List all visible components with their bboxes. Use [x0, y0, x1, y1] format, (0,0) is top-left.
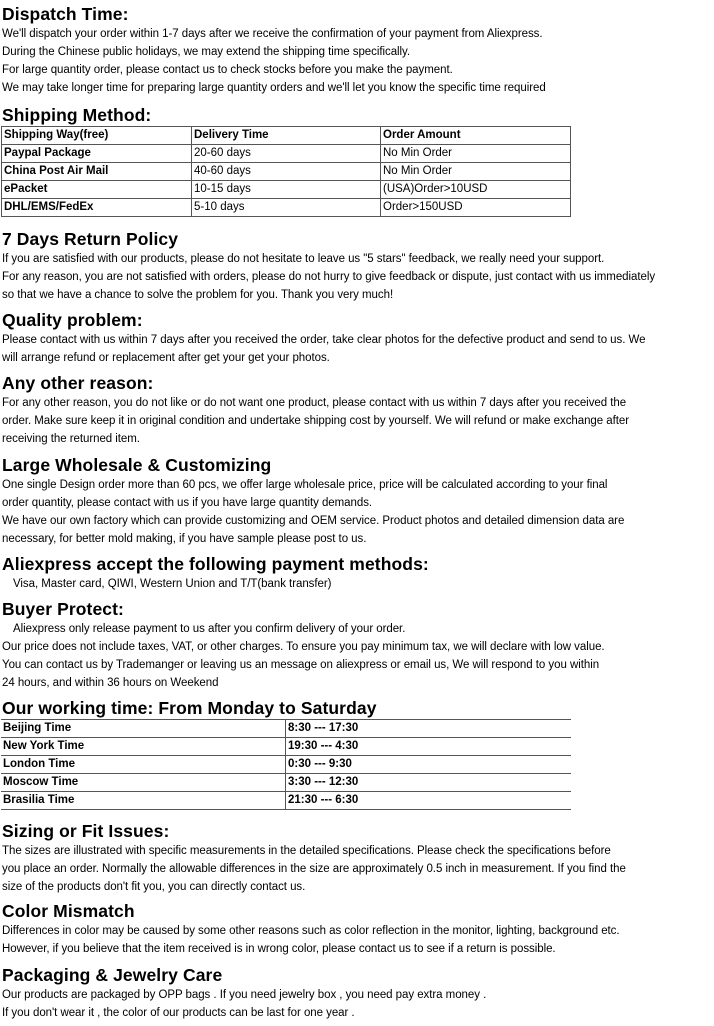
shipping-title: Shipping Method: — [2, 105, 152, 125]
table-cell: 21:30 --- 6:30 — [286, 792, 572, 810]
table-cell: London Time — [1, 756, 286, 774]
table-cell: 20-60 days — [192, 145, 381, 163]
table-row — [1, 774, 571, 792]
table-row — [1, 720, 571, 738]
dispatch-line: We'll dispatch your order within 1-7 days after we receive the confirmation of your payment from Aliexpress. — [2, 28, 543, 40]
table-cell: (USA)Order>10USD — [381, 181, 571, 199]
wholesale-title: Large Wholesale & Customizing — [2, 455, 272, 475]
color-line: However, if you believe that the item received is in wrong color, please contact us to see if a return is possible. — [2, 943, 556, 955]
sizing-line: size of the products don't fit you, you can directly contact us. — [2, 881, 306, 893]
return-policy-title: 7 Days Return Policy — [2, 229, 179, 249]
table-cell: Moscow Time — [1, 774, 286, 792]
table-cell: Beijing Time — [1, 720, 286, 738]
shipping-table — [1, 126, 571, 217]
wholesale-line: One single Design order more than 60 pcs, we offer large wholesale price, price will be calculated according to your final — [2, 479, 608, 491]
wholesale-line: necessary, for better mold making, if you have sample please post to us. — [2, 533, 367, 545]
working-time-section — [0, 697, 714, 810]
payment-line: Visa, Master card, QIWI, Western Union and T/T(bank transfer) — [13, 578, 332, 590]
table-cell: No Min Order — [381, 163, 571, 181]
wholesale-line: order quantity, please contact with us if you have large quantity demands. — [2, 497, 373, 509]
quality-line: Please contact with us within 7 days after you received the order, take clear photos for the defective product and send to us. We — [2, 334, 646, 346]
dispatch-title: Dispatch Time: — [2, 4, 129, 24]
table-header-cell: Order Amount — [381, 127, 571, 145]
packaging-title: Packaging & Jewelry Care — [2, 965, 223, 985]
wholesale-section — [0, 454, 714, 548]
table-cell: 10-15 days — [192, 181, 381, 199]
sizing-line: you place an order. Normally the allowable differences in the size are approximately 0.5 inch in measurement. If you find the — [2, 863, 626, 875]
packaging-line: Our products are packaged by OPP bags . If you need jewelry box , you need pay extra money . — [2, 989, 487, 1001]
working-time-title: Our working time: From Monday to Saturday — [2, 698, 377, 718]
table-cell: ePacket — [2, 181, 192, 199]
table-cell: Brasilia Time — [1, 792, 286, 810]
table-row — [2, 163, 571, 181]
buyer-protect-line: Our price does not include taxes, VAT, or other charges. To ensure you pay minimum tax, we will declare with low value. — [2, 641, 605, 653]
sizing-line: The sizes are illustrated with specific measurements in the detailed specifications. Please check the specifications before — [2, 845, 611, 857]
table-cell: DHL/EMS/FedEx — [2, 199, 192, 217]
table-header-cell: Shipping Way(free) — [2, 127, 192, 145]
working-time-table — [1, 719, 571, 810]
table-row — [2, 199, 571, 217]
sizing-title: Sizing or Fit Issues: — [2, 821, 170, 841]
buyer-protect-section — [0, 598, 714, 692]
return-policy-section — [0, 228, 714, 304]
table-row — [1, 792, 571, 810]
color-section — [0, 900, 714, 958]
table-row — [2, 181, 571, 199]
sizing-section — [0, 820, 714, 896]
quality-line: will arrange refund or replacement after get your get your photos. — [2, 352, 330, 364]
quality-section — [0, 309, 714, 367]
buyer-protect-title: Buyer Protect: — [2, 599, 124, 619]
table-cell: China Post Air Mail — [2, 163, 192, 181]
color-title: Color Mismatch — [2, 901, 135, 921]
table-cell: 19:30 --- 4:30 — [286, 738, 572, 756]
shipping-section — [0, 104, 714, 217]
table-cell: New York Time — [1, 738, 286, 756]
other-reason-line: receiving the returned item. — [2, 433, 140, 445]
buyer-protect-line: 24 hours, and within 36 hours on Weekend — [2, 677, 219, 689]
return-policy-line: so that we have a chance to solve the problem for you. Thank you very much! — [2, 289, 394, 301]
buyer-protect-line: You can contact us by Trademanger or leaving us an message on aliexpress or email us, We will respond to you within — [2, 659, 600, 671]
table-cell: 40-60 days — [192, 163, 381, 181]
other-reason-line: For any other reason, you do not like or do not want one product, please contact with us within 7 days after you received the — [2, 397, 627, 409]
wholesale-line: We have our own factory which can provide customizing and OEM service. Product photos and detailed dimension data are — [2, 515, 625, 527]
payment-section — [0, 553, 714, 593]
dispatch-line: For large quantity order, please contact us to check stocks before you make the payment. — [2, 64, 453, 76]
table-cell: Paypal Package — [2, 145, 192, 163]
dispatch-line: We may take longer time for preparing large quantity orders and we'll let you know the specific time required — [2, 82, 546, 94]
table-header-row — [2, 127, 571, 145]
color-line: Differences in color may be caused by some other reasons such as color reflection in the monitor, lighting, background etc. — [2, 925, 620, 937]
table-row — [1, 738, 571, 756]
dispatch-line: During the Chinese public holidays, we may extend the shipping time specifically. — [2, 46, 411, 58]
table-header-cell: Delivery Time — [192, 127, 381, 145]
dispatch-section — [0, 3, 714, 97]
quality-title: Quality problem: — [2, 310, 143, 330]
table-cell: 8:30 --- 17:30 — [286, 720, 572, 738]
buyer-protect-line: Aliexpress only release payment to us after you confirm delivery of your order. — [13, 623, 406, 635]
table-cell: 0:30 --- 9:30 — [286, 756, 572, 774]
table-cell: 5-10 days — [192, 199, 381, 217]
return-policy-line: If you are satisfied with our products, please do not hesitate to leave us "5 stars" feedback, we really need your support. — [2, 253, 605, 265]
other-reason-title: Any other reason: — [2, 373, 154, 393]
table-cell: No Min Order — [381, 145, 571, 163]
other-reason-line: order. Make sure keep it in original condition and undertake shipping cost by yourself. We will refund or make exchange after — [2, 415, 630, 427]
other-reason-section — [0, 372, 714, 448]
table-cell: 3:30 --- 12:30 — [286, 774, 572, 792]
payment-title: Aliexpress accept the following payment methods: — [2, 554, 429, 574]
packaging-section — [0, 964, 714, 1022]
packaging-line: If you don't wear it , the color of our products can be last for one year . — [2, 1007, 355, 1019]
return-policy-line: For any reason, you are not satisfied with orders, please do not hurry to give feedback or dispute, just contact with us immediately — [2, 271, 656, 283]
table-row — [2, 145, 571, 163]
table-row — [1, 756, 571, 774]
table-cell: Order>150USD — [381, 199, 571, 217]
